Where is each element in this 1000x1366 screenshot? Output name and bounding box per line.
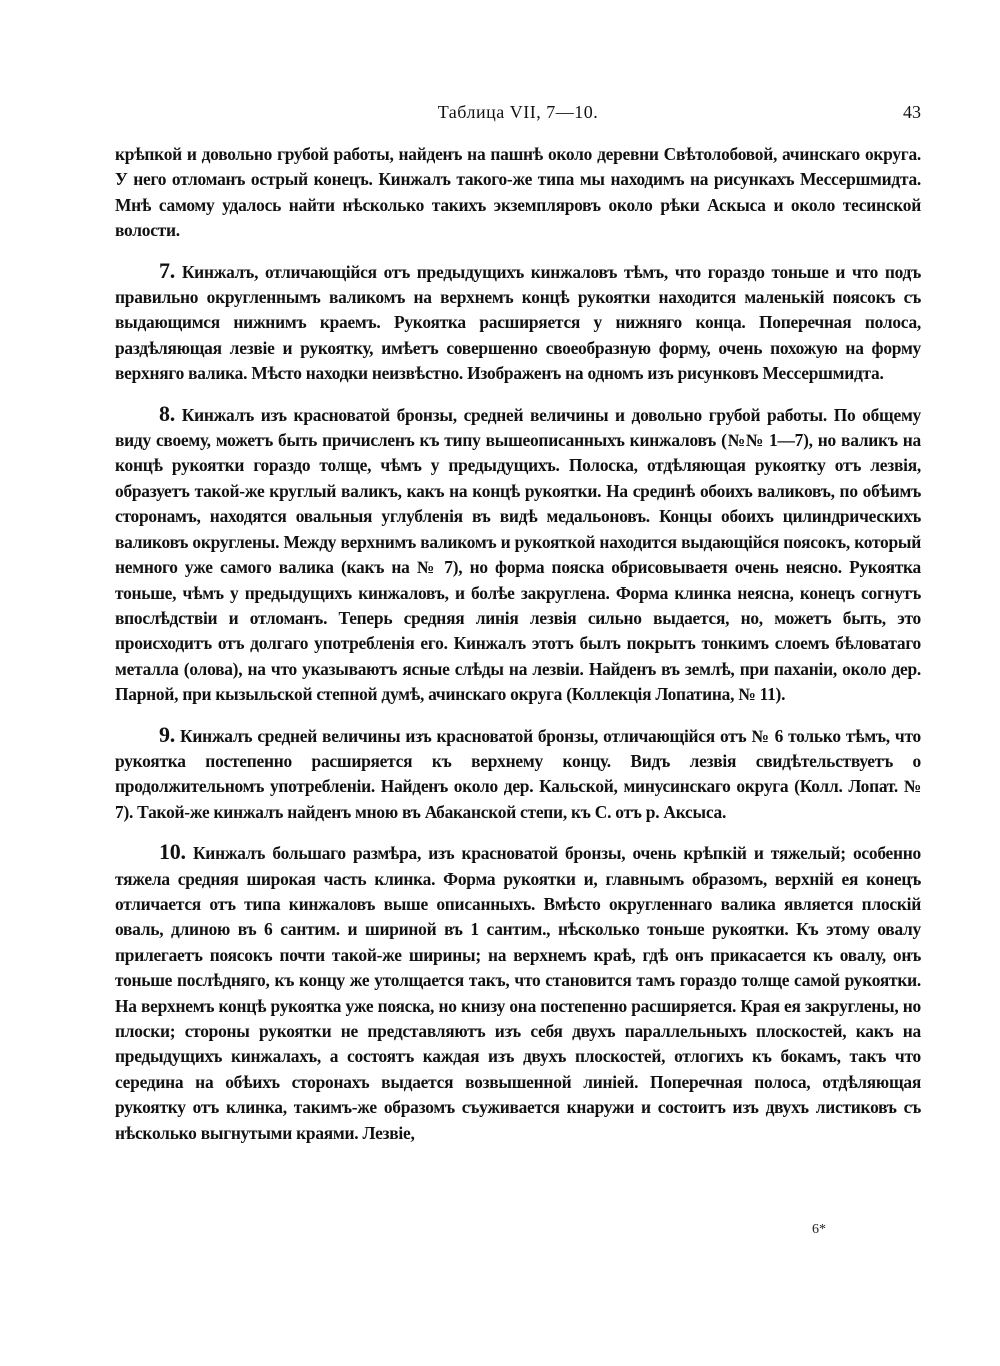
entry-8	[115, 401, 921, 708]
entry-text: Кинжалъ изъ красноватой бронзы, средней величины и довольно грубой работы. По общему виду своему, можетъ быть причисленъ къ типу вышеописанныхъ кинжаловъ (№№ 1—7), но валикъ на концѣ рукоятки гораздо толще, чѣмъ у предыдущихъ. Полоска, отдѣляющая рукоятку отъ лезвія, образуетъ такой-же круглый валикъ, какъ на концѣ рукоятки. На срединѣ обоихъ валиковъ, по обѣимъ сторонамъ, находятся овальныя углубленія въ видѣ медальоновъ. Концы обоихъ цилиндрическихъ валиковъ округлены. Между верхнимъ валикомъ и рукояткой находится выдающійся поясокъ, который немного уже самого валика (какъ на № 7), но форма пояска обрисовываетя очень неясно. Рукоятка тоньше, чѣмъ у предыдущихъ кинжаловъ, и болѣе закруглена. Форма клинка неясна, конецъ согнутъ впослѣдствіи и отломанъ. Теперь средняя линія лезвія сильно выдается, но, можетъ быть, это происходитъ отъ долгаго употребленія его. Кинжалъ этотъ былъ покрытъ тонкимъ слоемъ бѣловатаго металла (олова), на что указываютъ ясные слѣды на лезвіи. Найденъ въ землѣ, при паханіи, около дер. Парной, при кызыльской степной думѣ, ачинскаго округа (Коллекція Лопатина, № 11).	[115, 404, 921, 705]
page-header-title: Таблица VII, 7—10.	[437, 102, 599, 122]
entry-text: Кинжалъ средней величины изъ красноватой бронзы, отличающійся отъ № 6 только тѣмъ, что рукоятка постепенно расширяется къ верхнему концу. Видъ лезвія свидѣтельствуетъ о продолжительномъ употребленіи. Найденъ около дер. Кальской, минусинскаго округа (Колл. Лопат. № 7). Такой-же кинжалъ найденъ мною въ Абаканской степи, къ С. отъ р. Аксыса.	[115, 725, 921, 822]
body-text	[115, 142, 921, 1146]
continuation-paragraph: крѣпкой и довольно грубой работы, найденъ на пашнѣ около деревни Свѣтолобовой, ачинскаго округа. У него отломанъ острый конецъ. Кинжалъ такого-же типа мы находимъ на рисункахъ Мессершмидта. Мнѣ самому удалось найти нѣсколько такихъ экземпляровъ около рѣки Аскыса и около тесинской волости.	[115, 144, 921, 241]
running-head	[115, 100, 921, 128]
entry-text: Кинжалъ, отличающійся отъ предыдущихъ кинжаловъ тѣмъ, что гораздо тоньше и что подъ правильно округленнымъ валикомъ на верхнемъ концѣ рукоятки находится маленькій поясокъ съ выдающимся нижнимъ краемъ. Рукоятка расширяется у нижняго конца. Поперечная полоса, раздѣляющая лезвіе и рукоятку, имѣетъ совершенно своеобразную форму, очень похожую на форму верхняго валика. Мѣсто находки неизвѣстно. Изображенъ на одномъ изъ рисунковъ Мессершмидта.	[115, 261, 921, 384]
entry-text: Кинжалъ большаго размѣра, изъ красноватой бронзы, очень крѣпкій и тяжелый; особенно тяжела средняя широкая часть клинка. Форма рукоятки и, главнымъ образомъ, верхній ея конецъ отличается отъ типа кинжаловъ выше описанныхъ. Вмѣсто округленнаго валика является плоскій оваль, длиною въ 6 сантим. и шириной въ 1 сантим., нѣсколько тоньше рукоятки. Къ этому овалу прилегаетъ поясокъ почти такой-же ширины; на верхнемъ краѣ, гдѣ онъ прикасается къ овалу, онъ тоньше послѣдняго, къ концу же утолщается такъ, что становится тамъ гораздо толще самой рукоятки. На верхнемъ концѣ рукоятка уже пояска, но книзу она постепенно расширяется. Края ея закруглены, но плоски; стороны рукоятки не представляютъ изъ себя двухъ параллельныхъ плоскостей, какъ на предыдущихъ кинжалахъ, а состоятъ каждая изъ двухъ плоскостей, отлогихъ къ бокамъ, такъ что середина на обѣихъ сторонахъ выдается возвышенной линіей. Поперечная полоса, отдѣляющая рукоятку отъ клинка, такимъ-же образомъ съуживается кнаружи и состоитъ изъ двухъ листиковъ съ нѣсколько выгнутыми краями. Лезвіе,	[115, 843, 921, 1143]
book-page	[115, 100, 921, 1146]
entry-9	[115, 722, 921, 826]
entry-7	[115, 258, 921, 387]
entry-number: 7.	[159, 257, 175, 283]
entry-number: 10.	[159, 839, 186, 865]
page-number: 43	[903, 102, 921, 122]
signature-mark: 6*	[812, 1222, 826, 1237]
entry-number: 9.	[159, 721, 175, 747]
entry-number: 8.	[159, 400, 175, 426]
entry-10	[115, 839, 921, 1146]
